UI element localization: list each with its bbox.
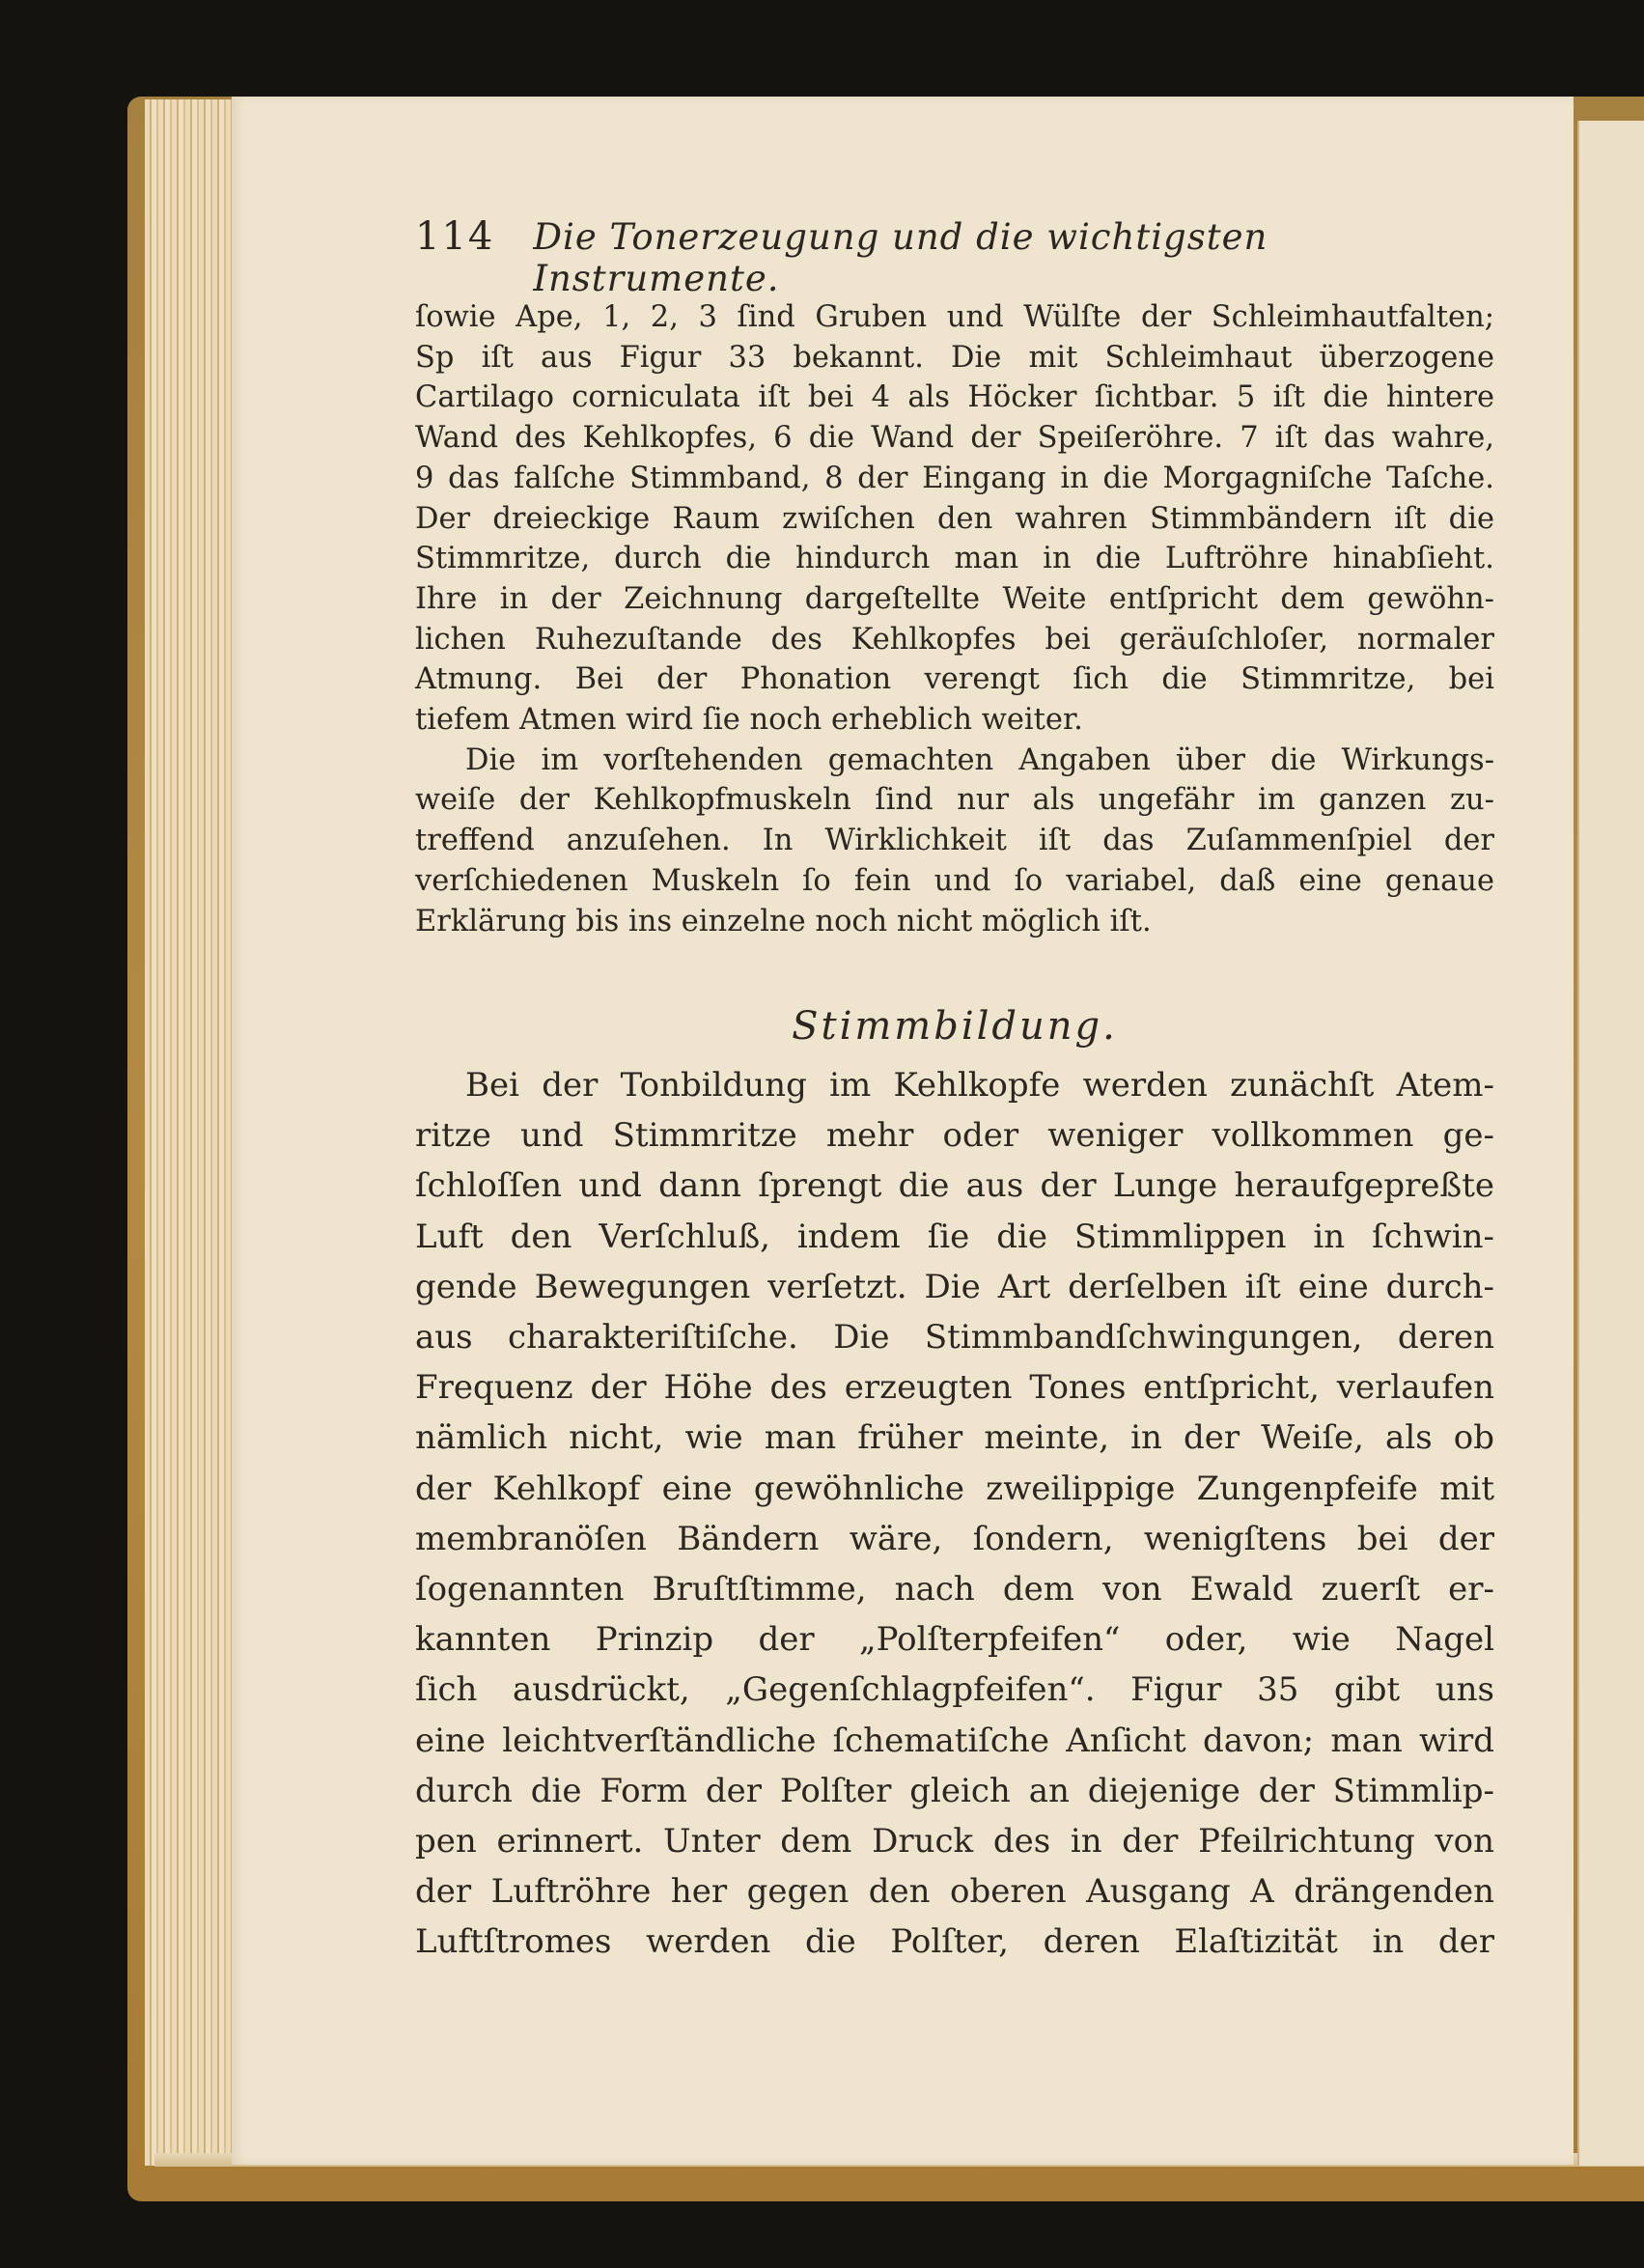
- page-edges: [145, 99, 241, 2166]
- text-line: tiefem Atmen wird ſie noch erheblich weiter.: [415, 703, 1083, 738]
- text-line: eine leichtverſtändliche ſchematiſche Anſicht davon; man wird: [415, 1721, 1494, 1760]
- paragraph-muscles: [415, 741, 1494, 942]
- text-line: Die im vorſtehenden gemachten Angaben über die Wirkungs-: [465, 742, 1494, 777]
- text-line: Luft den Verſchluß, indem ſie die Stimmlippen in ſchwin-: [415, 1217, 1494, 1256]
- text-line: Stimmritze, durch die hindurch man in die Luftröhre hinabſieht.: [415, 542, 1494, 576]
- running-head-title: Die Tonerzeugung und die wichtigsten Instrumente.: [533, 216, 1268, 299]
- page-number: 114: [415, 214, 495, 259]
- text-line: ritze und Stimmritze mehr oder weniger vollkommen ge-: [415, 1116, 1494, 1156]
- text-line: weiſe der Kehlkopfmuskeln ſind nur als ungefähr im ganzen zu-: [415, 783, 1494, 818]
- text-line: ſogenannten Bruſtſtimme, nach dem von Ewald zuerſt er-: [415, 1570, 1494, 1610]
- text-line: Der dreieckige Raum zwiſchen den wahren Stimmbändern iſt die: [415, 501, 1494, 536]
- text-line: nämlich nicht, wie man früher meinte, in der Weiſe, als ob: [415, 1418, 1494, 1458]
- text-line: Cartilago corniculata iſt bei 4 als Höcker ſichtbar. 5 iſt die hintere: [415, 380, 1494, 415]
- next-page-edge: [1577, 121, 1644, 2166]
- text-line: Luftſtromes werden die Polſter, deren Elaſtizität in der: [415, 1922, 1494, 1962]
- text-line: Atmung. Bei der Phonation verengt ſich die Stimmritze, bei: [415, 662, 1494, 697]
- text-line: ſchloſſen und dann ſprengt die aus der Lunge heraufgepreßte: [415, 1166, 1494, 1206]
- text-line: verſchiedenen Muskeln ſo fein und ſo variabel, daß eine genaue: [415, 863, 1494, 898]
- paragraph-stimmbildung: [415, 1060, 1494, 1968]
- text-line: ſowie Ape, 1, 2, 3 ſind Gruben und Wülſte der Schleimhautfalten;: [415, 300, 1494, 334]
- section-heading: Stimmbildung.: [792, 1004, 1118, 1049]
- text-line: pen erinnert. Unter dem Druck des in der Pfeilrichtung von: [415, 1822, 1494, 1862]
- text-line: Wand des Kehlkopfes, 6 die Wand der Speiſeröhre. 7 iſt das wahre,: [415, 421, 1494, 456]
- continued-text-block: [415, 297, 1494, 941]
- text-line: ſich ausdrückt, „Gegenſchlagpfeifen“. Figur 35 gibt uns: [415, 1670, 1494, 1710]
- text-line: lichen Ruhezuſtande des Kehlkopfes bei geräuſchloſer, normaler: [415, 622, 1494, 657]
- text-line: Ihre in der Zeichnung dargeſtellte Weite entſpricht dem gewöhn-: [415, 581, 1494, 616]
- text-line: durch die Form der Polſter gleich an diejenige der Stimmlip-: [415, 1771, 1494, 1810]
- text-line: membranöſen Bändern wäre, ſondern, wenigſtens bei der: [415, 1519, 1494, 1558]
- text-line: Frequenz der Höhe des erzeugten Tones entſpricht, verlaufen: [415, 1368, 1494, 1408]
- text-line: kannten Prinzip der „Polſterpfeifen“ oder, wie Nagel: [415, 1620, 1494, 1660]
- text-line: gende Bewegungen verſetzt. Die Art derſelben iſt eine durch-: [415, 1267, 1494, 1306]
- text-line: Erklärung bis ins einzelne noch nicht möglich iſt.: [415, 904, 1152, 938]
- text-line: treffend anzuſehen. In Wirklichkeit iſt das Zuſammenſpiel der: [415, 824, 1494, 858]
- section-body: [415, 1060, 1494, 1968]
- text-line: der Luftröhre her gegen den oberen Ausgang A drängenden: [415, 1872, 1494, 1912]
- text-line: Bei der Tonbildung im Kehlkopfe werden zunächſt Atem-: [465, 1066, 1494, 1105]
- text-line: 9 das falſche Stimmband, 8 der Eingang in die Morgagniſche Taſche.: [415, 461, 1494, 495]
- text-line: der Kehlkopf eine gewöhnliche zweilippige Zungenpfeife mit: [415, 1469, 1494, 1508]
- text-line: aus charakteriſtiſche. Die Stimmbandſchwingungen, deren: [415, 1318, 1494, 1358]
- running-head: [415, 214, 1494, 299]
- text-line: Sp iſt aus Figur 33 bekannt. Die mit Schleimhaut überzogene: [415, 340, 1494, 375]
- paragraph-continued: [415, 297, 1494, 741]
